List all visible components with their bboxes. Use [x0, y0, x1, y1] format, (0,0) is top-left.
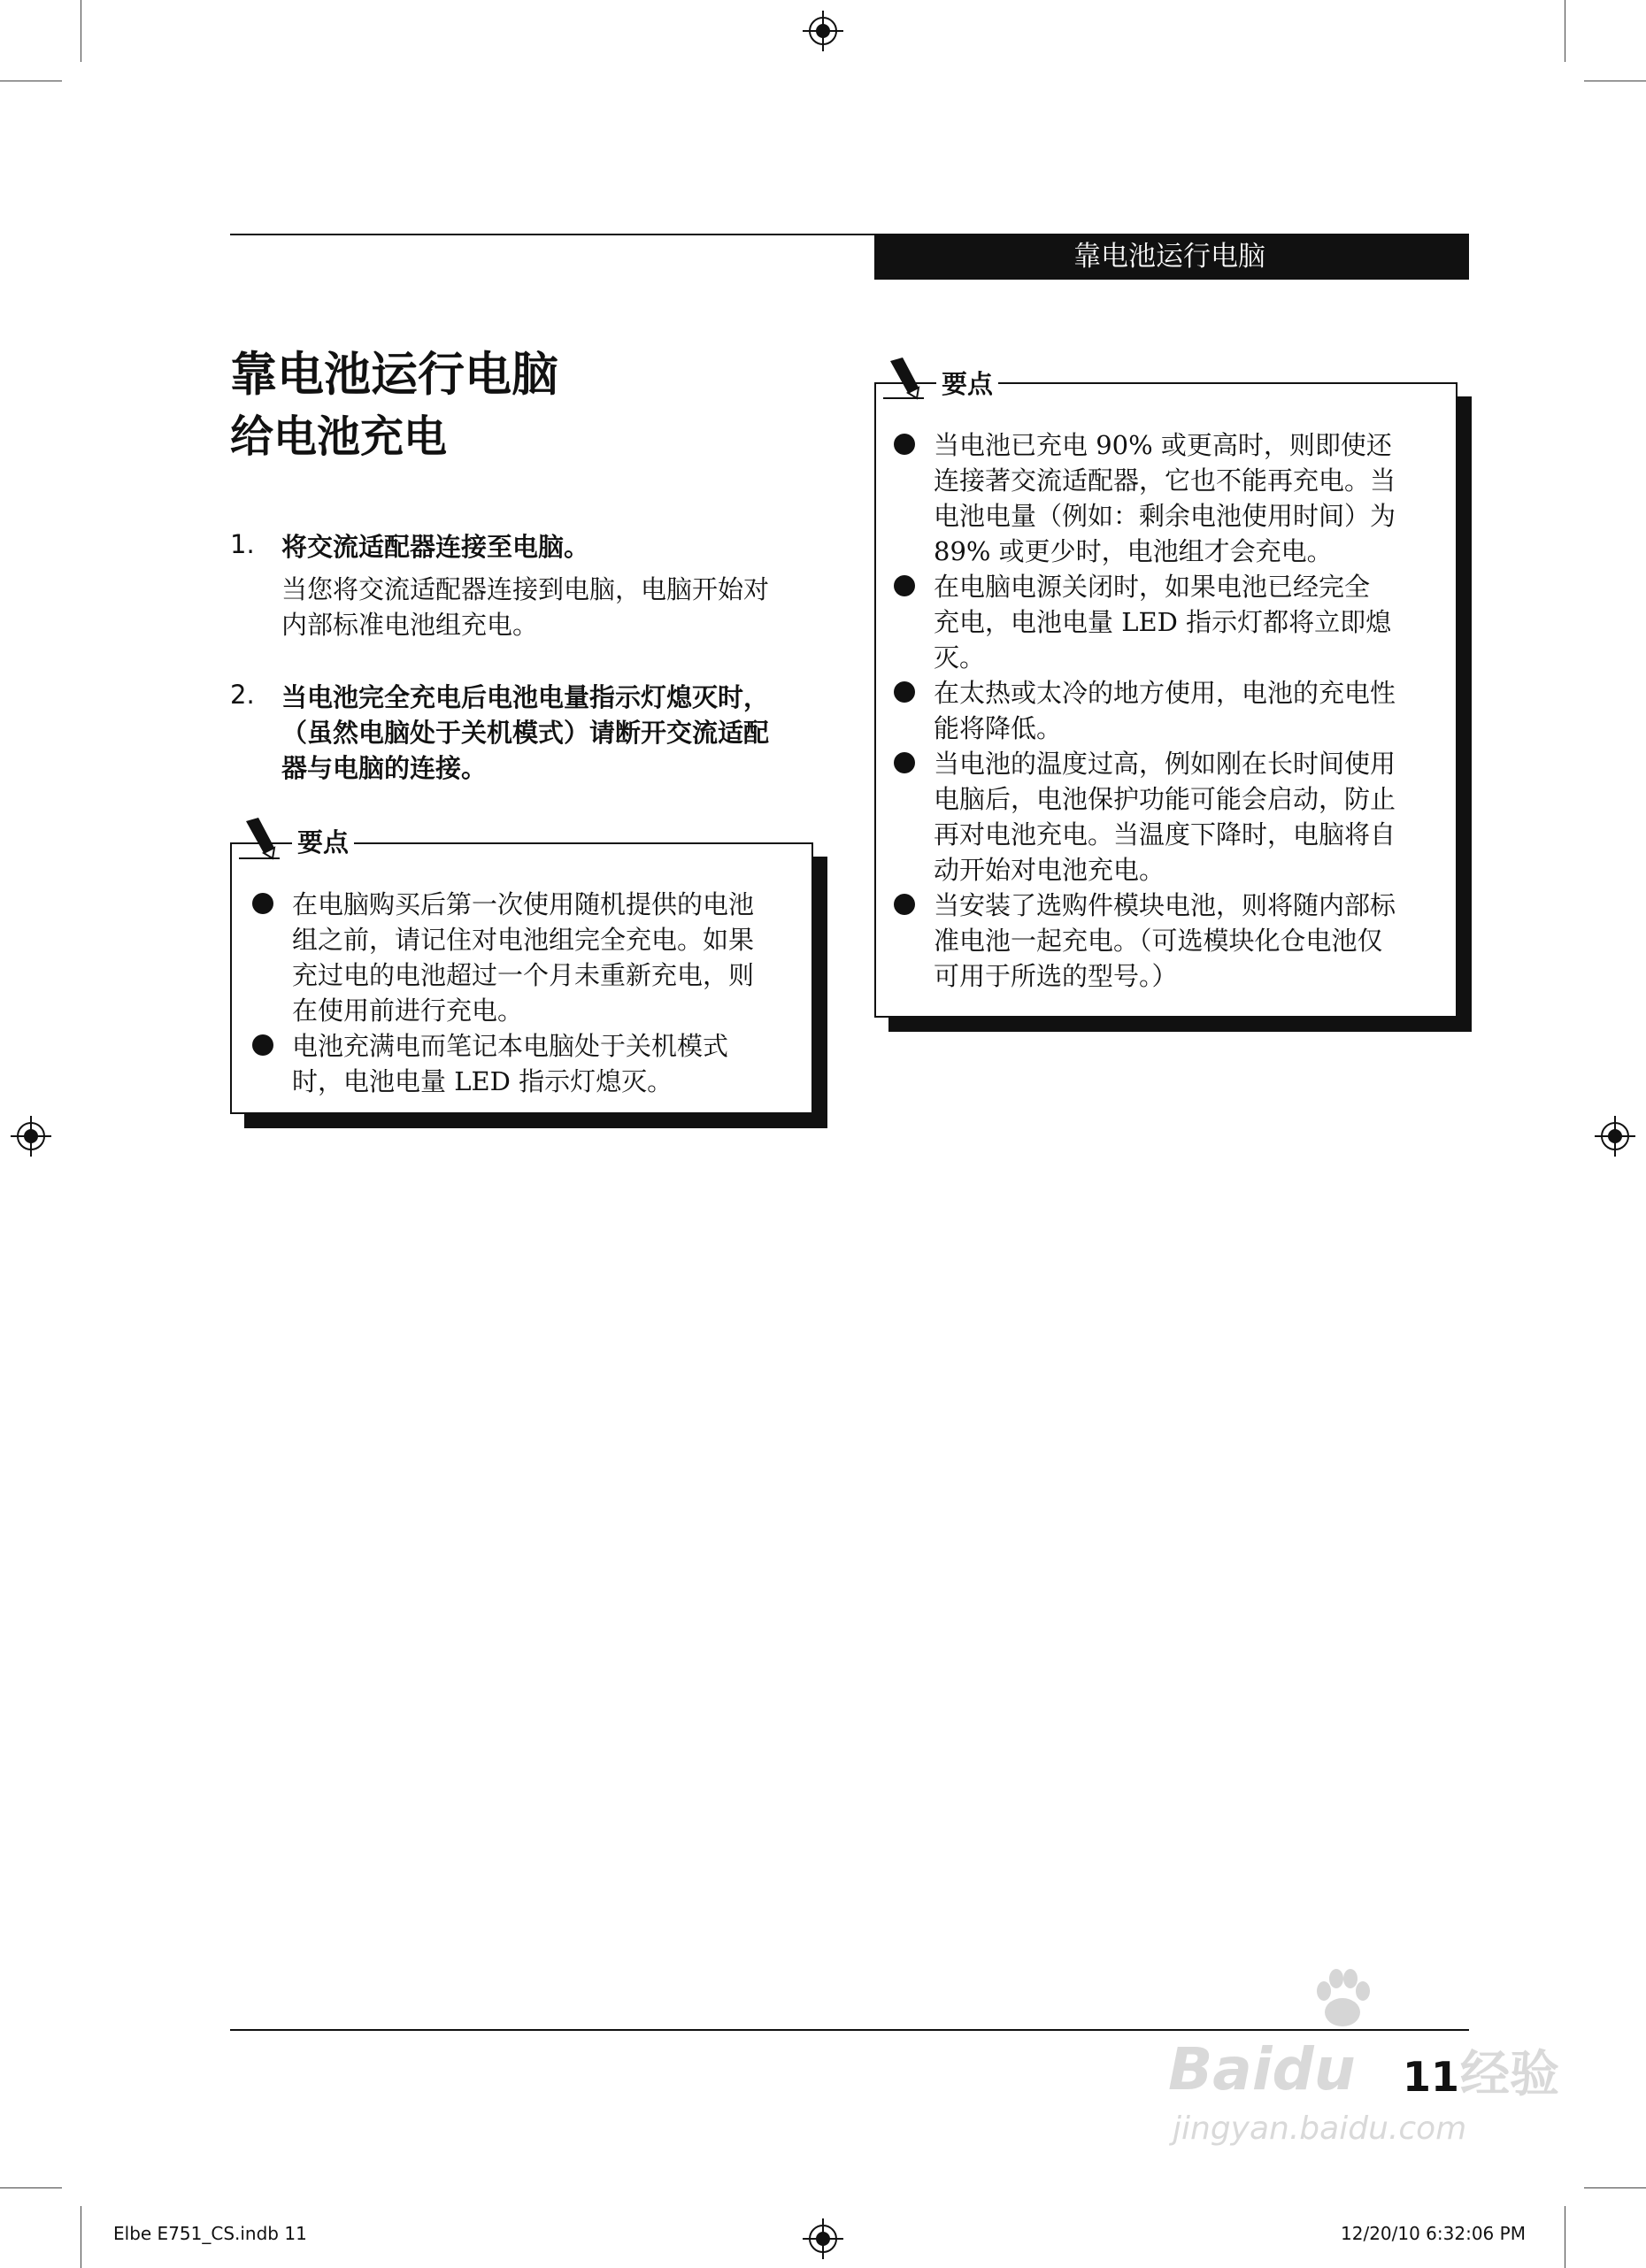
note-line: 当安装了选购件模块电池，则将随内部标 — [934, 890, 1396, 920]
step-number: 2. — [230, 680, 255, 710]
running-header: 靠电池运行电脑 — [874, 234, 1469, 280]
step-body-line: 内部标准电池组充电。 — [281, 610, 539, 640]
note-line: 当电池已充电 90% 或更高时，则即使还 — [934, 430, 1392, 460]
step-heading: （虽然电脑处于关机模式）请断开交流适配 — [281, 718, 770, 748]
footer-rule — [230, 2029, 1469, 2031]
step-heading: 当电池完全充电后电池电量指示灯熄灭时， — [281, 682, 770, 712]
note-line: 能将降低。 — [934, 713, 1063, 743]
step-number: 1. — [230, 529, 255, 559]
watermark-brand: Baidu — [1168, 2035, 1356, 2103]
registration-mark-icon — [803, 11, 843, 51]
note-line: 电脑后，电池保护功能可能会启动，防止 — [934, 784, 1396, 814]
note-label: 要点 — [292, 826, 354, 858]
bullet-icon — [894, 575, 915, 596]
step-heading: 器与电脑的连接。 — [281, 753, 488, 783]
page-number: 11 — [1403, 2053, 1460, 2101]
note-line: 灭。 — [934, 642, 986, 673]
note-line: 动开始对电池充电。 — [934, 855, 1165, 885]
note-line: 电池充满电而笔记本电脑处于关机模式 — [292, 1031, 729, 1061]
note-line: 组之前，请记住对电池组完全充电。如果 — [292, 925, 755, 955]
registration-mark-icon — [803, 2218, 843, 2259]
note-line: 充电，电池电量 LED 指示灯都将立即熄 — [934, 607, 1392, 637]
bullet-icon — [252, 1034, 273, 1056]
registration-mark-icon — [11, 1116, 51, 1157]
note-line: 时，电池电量 LED 指示灯熄灭。 — [292, 1066, 673, 1096]
note-label: 要点 — [936, 368, 998, 400]
bullet-icon — [894, 681, 915, 703]
page-title: 靠电池运行电脑 — [230, 348, 558, 402]
note-line: 在太热或太冷的地方使用，电池的充电性 — [934, 678, 1396, 708]
crop-mark — [1584, 2187, 1646, 2188]
bullet-icon — [252, 893, 273, 914]
note-line: 在电脑购买后第一次使用随机提供的电池 — [292, 889, 755, 919]
note-line: 准电池一起充电。（可选模块化仓电池仅 — [934, 926, 1383, 956]
paw-icon — [1306, 1963, 1379, 2035]
watermark-sub: 经验 — [1460, 2046, 1559, 2103]
bullet-icon — [894, 894, 915, 915]
note-line: 在电脑电源关闭时，如果电池已经完全 — [934, 572, 1371, 602]
crop-mark — [0, 2187, 62, 2188]
note-line: 可用于所选的型号。） — [934, 961, 1178, 991]
registration-mark-icon — [1595, 1116, 1635, 1157]
note-line: 在使用前进行充电。 — [292, 996, 524, 1026]
pencil-icon — [237, 816, 281, 860]
section-subtitle: 给电池充电 — [230, 411, 448, 462]
slug-right: 12/20/10 6:32:06 PM — [1341, 2223, 1526, 2244]
bullet-icon — [894, 434, 915, 455]
note-line: 当电池的温度过高，例如刚在长时间使用 — [934, 749, 1396, 779]
bullet-icon — [894, 752, 915, 773]
note-line: 再对电池充电。当温度下降时，电脑将自 — [934, 819, 1396, 850]
note-line: 充过电的电池超过一个月未重新充电，则 — [292, 960, 755, 990]
note-line: 连接著交流适配器，它也不能再充电。当 — [934, 465, 1396, 496]
note-line: 电池电量（例如：剩余电池使用时间）为 — [934, 501, 1396, 531]
step-heading: 将交流适配器连接至电脑。 — [281, 532, 590, 562]
pencil-icon — [881, 356, 926, 400]
step-body-line: 当您将交流适配器连接到电脑，电脑开始对 — [281, 574, 770, 604]
watermark-url: jingyan.baidu.com — [1173, 2110, 1467, 2147]
slug-left: Elbe E751_CS.indb 11 — [113, 2223, 307, 2244]
note-line: 89% 或更少时，电池组才会充电。 — [934, 536, 1333, 566]
